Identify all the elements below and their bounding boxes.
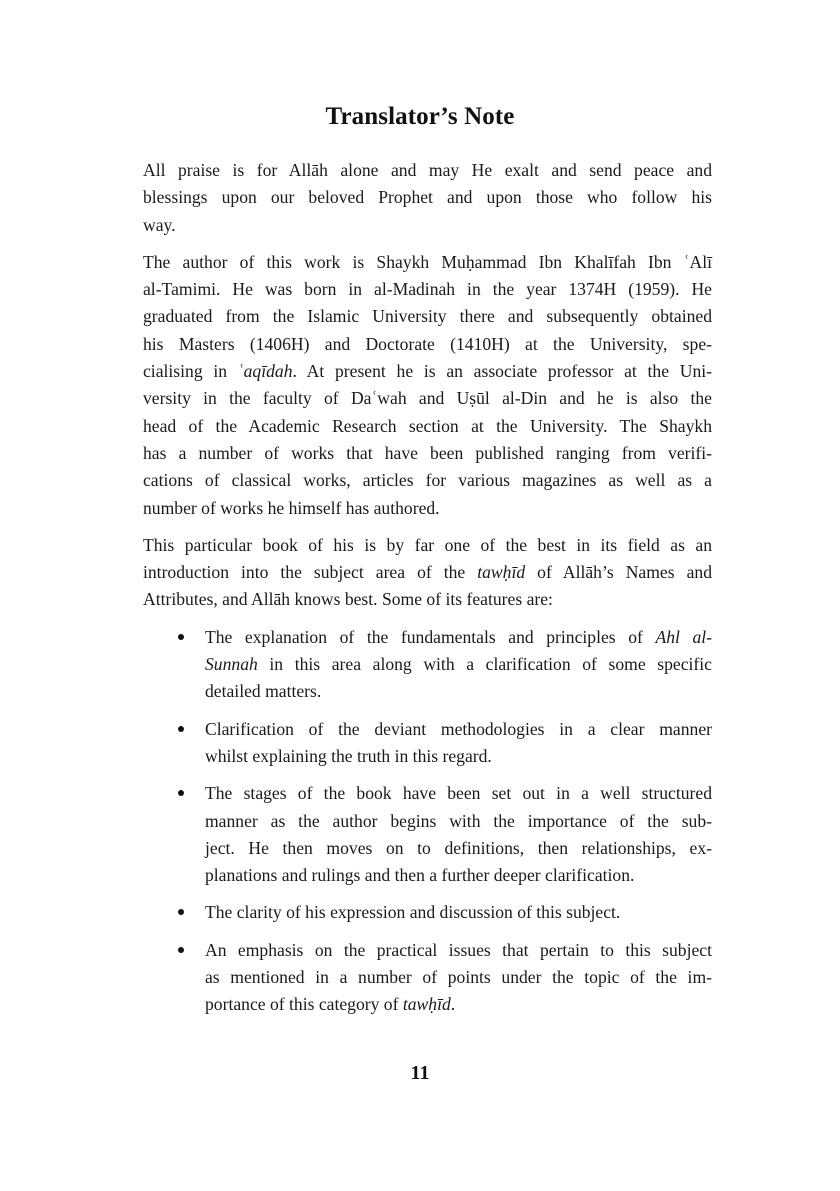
text-line: The author of this work is Shaykh Muḥammad Ibn Khalīfah Ibn ʿAlī bbox=[143, 251, 712, 272]
feature-item bbox=[143, 937, 712, 1019]
document-body bbox=[143, 157, 712, 1029]
text-line: whilst explaining the truth in this regard. bbox=[205, 745, 492, 766]
italic-term: Sunnah bbox=[205, 654, 258, 675]
text-segment: in this area along with a clarification of some specific bbox=[257, 654, 712, 675]
bullet-icon bbox=[178, 909, 184, 915]
text-segment: portance of this category of bbox=[205, 994, 403, 1015]
text-line: All praise is for Allāh alone and may He exalt and send peace and bbox=[143, 160, 712, 180]
text-line: al-Tamimi. He was born in al-Madinah in the year 1374H (1959). He bbox=[143, 279, 712, 300]
text-segment: . bbox=[450, 994, 456, 1015]
text-line: way. bbox=[143, 214, 176, 235]
bullet-icon bbox=[178, 947, 184, 953]
text-line: detailed matters. bbox=[205, 681, 322, 702]
text-segment: of Allāh’s Names and bbox=[525, 562, 712, 583]
page-title: Translator’s Note bbox=[325, 102, 515, 130]
text-line: cations of classical works, articles for various magazines as well as a bbox=[143, 470, 712, 491]
text-line: blessings upon our beloved Prophet and upon those who follow his bbox=[143, 187, 712, 208]
text-line: has a number of works that have been published ranging from verifi- bbox=[143, 442, 712, 463]
text-line: planations and rulings and then a further deeper clarification. bbox=[205, 865, 635, 886]
text-line bbox=[205, 651, 712, 678]
text-line: An emphasis on the practical issues that pertain to this subject bbox=[205, 939, 712, 960]
feature-item bbox=[143, 780, 712, 889]
bullet-icon bbox=[178, 634, 184, 640]
paragraph-author-bio bbox=[143, 249, 712, 522]
text-line bbox=[143, 358, 712, 385]
text-segment: cialising in bbox=[143, 361, 238, 382]
text-line: The clarity of his expression and discussion of this subject. bbox=[205, 902, 621, 923]
text-line: Attributes, and Allāh knows best. Some of its features are: bbox=[143, 589, 553, 610]
text-segment: introduction into the subject area of the bbox=[143, 562, 478, 583]
text-segment: The explanation of the fundamentals and principles of bbox=[205, 626, 656, 647]
text-line: his Masters (1406H) and Doctorate (1410H) at the University, spe- bbox=[143, 333, 712, 354]
paragraph-book-intro bbox=[143, 532, 712, 614]
bullet-icon bbox=[178, 726, 184, 732]
features-list bbox=[143, 624, 712, 1019]
text-line: Clarification of the deviant methodologies in a clear manner bbox=[205, 718, 712, 739]
feature-item bbox=[143, 899, 712, 926]
text-line: head of the Academic Research section at the University. The Shaykh bbox=[143, 415, 712, 436]
page-number: 11 bbox=[410, 1062, 430, 1084]
italic-term: ʿaqīdah bbox=[237, 361, 293, 382]
paragraph-opening-praise bbox=[143, 157, 712, 239]
text-line bbox=[143, 559, 712, 586]
italic-term: Ahl al- bbox=[655, 626, 713, 647]
text-line: The stages of the book have been set out in a well structured bbox=[205, 783, 712, 804]
text-line: graduated from the Islamic University there and subsequently obtained bbox=[143, 306, 712, 327]
text-line: ject. He then moves on to definitions, then relationships, ex- bbox=[205, 837, 712, 858]
text-line: versity in the faculty of Daʿwah and Uṣūl al-Din and he is also the bbox=[143, 388, 712, 409]
text-line: as mentioned in a number of points under the topic of the im- bbox=[205, 967, 712, 988]
italic-term: tawḥīd bbox=[402, 994, 451, 1015]
bullet-icon bbox=[178, 790, 184, 796]
italic-term: tawḥīd bbox=[477, 562, 526, 583]
feature-item bbox=[143, 624, 712, 706]
text-segment: . At present he is an associate professor at the Uni- bbox=[292, 361, 713, 382]
text-line bbox=[205, 991, 712, 1018]
text-line bbox=[205, 624, 712, 651]
text-line: This particular book of his is by far one of the best in its field as an bbox=[143, 534, 712, 555]
text-line: manner as the author begins with the importance of the sub- bbox=[205, 810, 712, 831]
text-line: number of works he himself has authored. bbox=[143, 497, 440, 518]
feature-item bbox=[143, 716, 712, 771]
